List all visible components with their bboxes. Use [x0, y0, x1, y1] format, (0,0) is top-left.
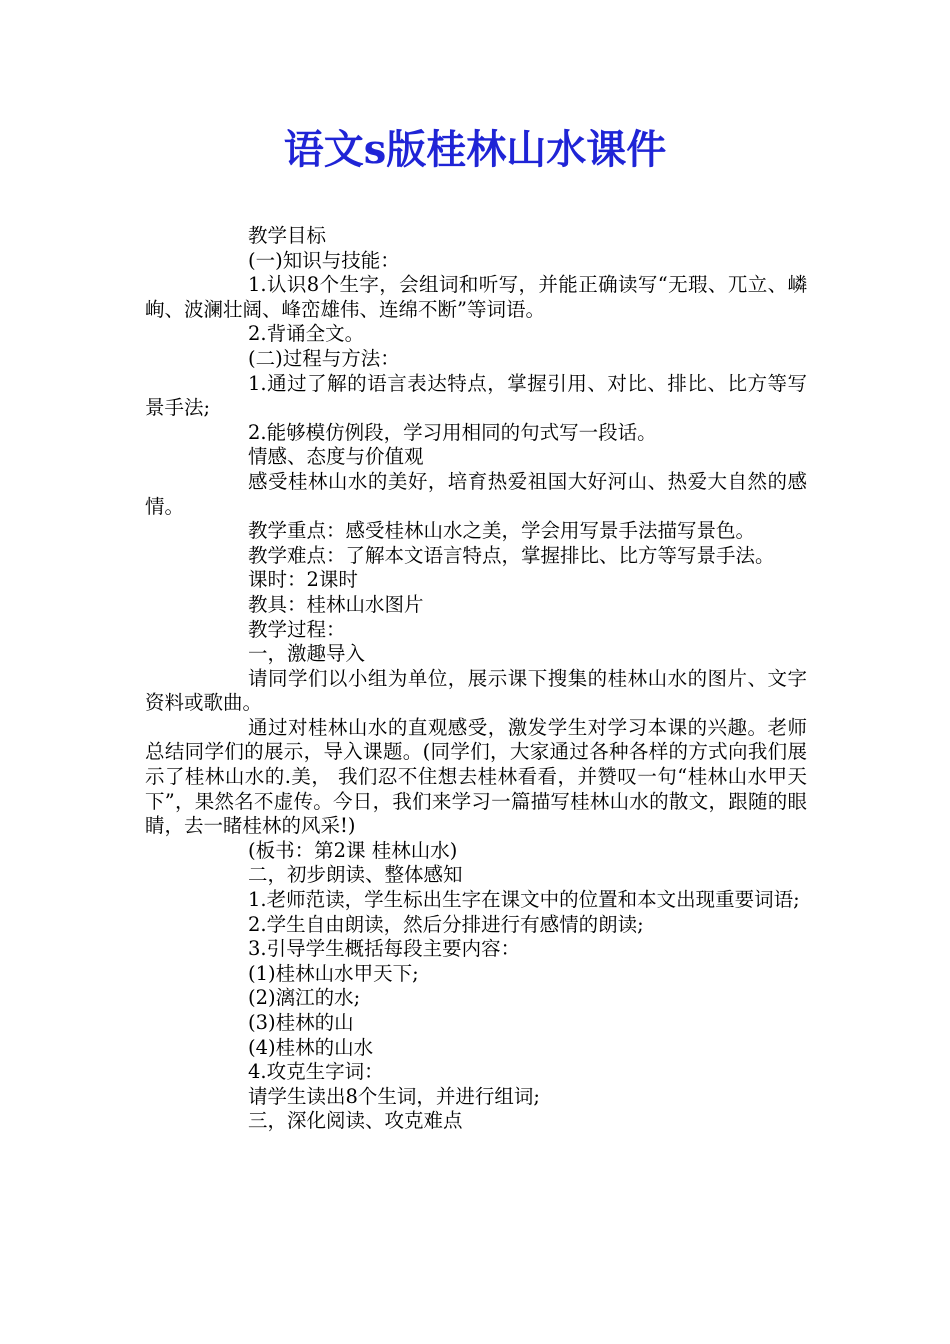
document-body — [145, 224, 807, 1134]
paragraph: 二，初步朗读、整体感知 — [248, 863, 463, 887]
paragraph: 1.通过了解的语言表达特点，掌握引用、对比、排比、比方等写景手法; — [145, 371, 807, 420]
paragraph: (二)过程与方法： — [248, 346, 400, 370]
paragraph: 3.引导学生概括每段主要内容： — [248, 937, 521, 961]
paragraph: 课时：2课时 — [248, 568, 358, 592]
paragraph: 感受桂林山水的美好，培育热爱祖国大好河山、热爱大自然的感情。 — [145, 469, 807, 518]
document-title: 语文s版桂林山水课件 — [283, 126, 667, 173]
paragraph: 请学生读出8个生词，并进行组词; — [248, 1084, 540, 1108]
paragraph: 请同学们以小组为单位，展示课下搜集的桂林山水的图片、文字资料或歌曲。 — [145, 666, 807, 715]
paragraph: 一，激趣导入 — [248, 642, 366, 666]
paragraph: (板书：第2课 桂林山水) — [248, 838, 458, 862]
paragraph: 2.能够模仿例段，学习用相同的句式写一段话。 — [248, 420, 657, 444]
paragraph: 情感、态度与价值观 — [248, 445, 424, 469]
paragraph: (3)桂林的山 — [248, 1011, 354, 1034]
paragraph: 教学过程： — [248, 617, 346, 641]
paragraph: 教学目标 — [248, 224, 327, 247]
paragraph: 2.学生自由朗读，然后分排进行有感情的朗读; — [248, 912, 644, 936]
paragraph: 1.认识8个生字，会组词和听写，并能正确读写“无瑕、兀立、嶙峋、波澜壮阔、峰峦雄伟、连绵不断”等词语。 — [145, 273, 807, 321]
paragraph: (4)桂林的山水 — [248, 1035, 374, 1059]
paragraph: 教学重点：感受桂林山水之美，学会用写景手法描写景色。 — [248, 519, 756, 543]
paragraph: 三，深化阅读、攻克难点 — [248, 1109, 463, 1133]
paragraph: 4.攻克生字词： — [248, 1060, 384, 1084]
paragraph: 1.老师范读，学生标出生字在课文中的位置和本文出现重要词语; — [248, 888, 800, 912]
paragraph: (2)漓江的水; — [248, 986, 361, 1010]
paragraph: 通过对桂林山水的直观感受，激发学生对学习本课的兴趣。老师总结同学们的展示，导入课题。(同学们，大家通过各种各样的方式向我们展示了桂林山水的.美， 我们忍不住想去桂林看看，并赞叹一句“桂林山水甲天下”，果然名不虚传。今日，我们来学习一篇描写桂林山水的散文，跟随的眼睛，去一睹桂林的风采!) — [145, 715, 807, 838]
paragraph: (1)桂林山水甲天下; — [248, 961, 419, 985]
paragraph: (一)知识与技能： — [248, 248, 400, 272]
paragraph: 2.背诵全文。 — [248, 322, 365, 346]
paragraph: 教学难点：了解本文语言特点，掌握排比、比方等写景手法。 — [248, 543, 775, 567]
paragraph: 教具：桂林山水图片 — [248, 592, 424, 616]
